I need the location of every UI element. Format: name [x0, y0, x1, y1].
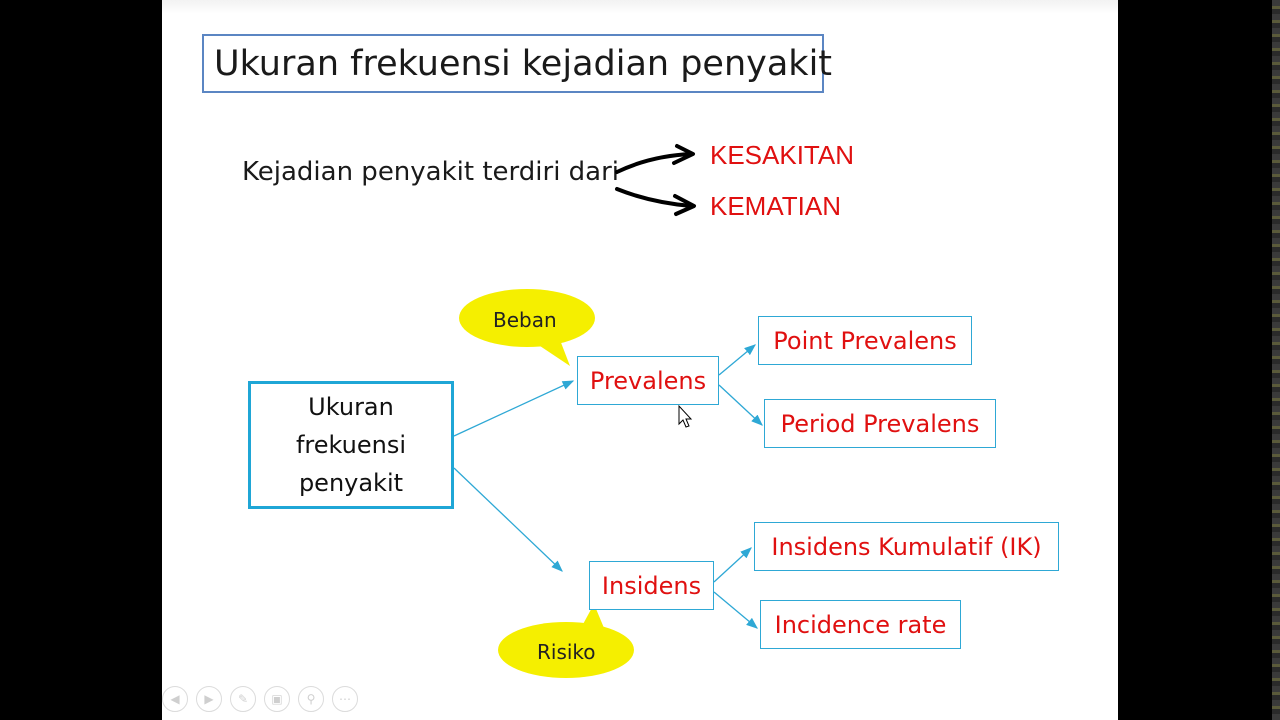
slide-canvas — [162, 0, 1118, 720]
slides-icon: ▣ — [271, 692, 283, 706]
pen-icon: ✎ — [237, 692, 249, 706]
pen-tool-button[interactable] — [230, 686, 256, 712]
connector-root-insidens — [454, 468, 562, 571]
curved-arrow-kesakitan — [617, 146, 693, 172]
more-options-button[interactable] — [332, 686, 358, 712]
zoom-button[interactable] — [298, 686, 324, 712]
connector-prevalens-period — [719, 385, 762, 425]
next-slide-button[interactable] — [196, 686, 222, 712]
type-kesakitan: KESAKITAN — [710, 140, 855, 170]
connector-insidens-rate — [714, 592, 757, 628]
root-node-line: frekuensi — [295, 431, 407, 459]
mouse-cursor-icon — [679, 406, 691, 427]
node-point-prevalens: Point Prevalens — [758, 316, 972, 365]
type-kematian: KEMATIAN — [710, 191, 841, 221]
node-period-prevalens: Period Prevalens — [764, 399, 996, 448]
node-incidence-rate: Incidence rate — [760, 600, 961, 649]
prev-slide-button[interactable] — [162, 686, 188, 712]
connector-insidens-ik — [714, 548, 751, 582]
more-icon: ⋯ — [339, 692, 351, 706]
right-edge-strip — [1272, 0, 1280, 720]
prev-icon: ◀ — [170, 692, 180, 706]
node-prevalens: Prevalens — [577, 356, 719, 405]
curved-arrow-kematian — [617, 189, 694, 214]
zoom-icon: ⚲ — [306, 692, 316, 706]
root-node — [248, 381, 454, 509]
connector-root-prevalens — [454, 381, 573, 436]
connector-prevalens-point — [719, 345, 755, 375]
node-insidens: Insidens — [589, 561, 714, 610]
next-icon: ▶ — [204, 692, 214, 706]
see-all-slides-button[interactable] — [264, 686, 290, 712]
root-node-line: Ukuran — [308, 393, 394, 421]
root-node-line: penyakit — [298, 469, 404, 497]
slideshow-nav-bar — [162, 686, 358, 712]
node-insidens-kumulatif: Insidens Kumulatif (IK) — [754, 522, 1059, 571]
callout-beban-label: Beban — [493, 308, 557, 332]
slide-title: Ukuran frekuensi kejadian penyakit — [202, 34, 824, 93]
intro-text: Kejadian penyakit terdiri dari — [242, 157, 620, 187]
callout-risiko-label: Risiko — [537, 640, 596, 664]
